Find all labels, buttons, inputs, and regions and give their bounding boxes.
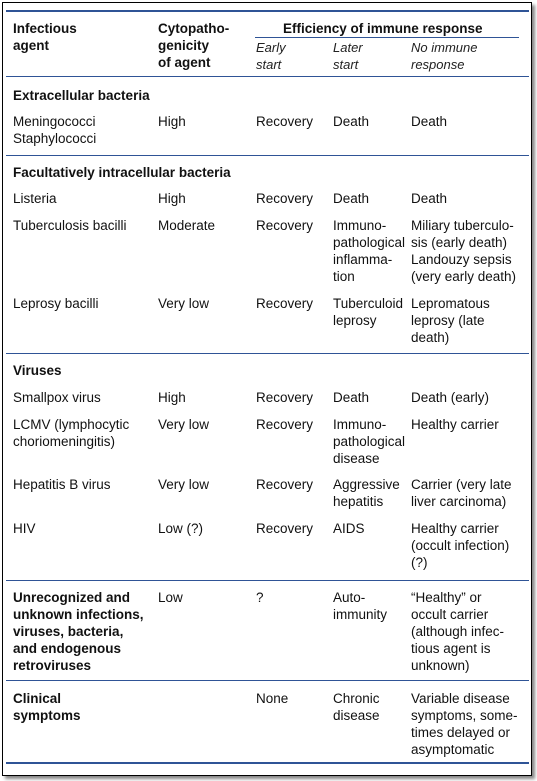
header-efficiency-underline (255, 37, 519, 38)
cell-early-start: Recovery (256, 191, 314, 206)
cell-no-response: Death (411, 114, 448, 129)
cell-agent: Listeria (13, 191, 57, 206)
cell-no-response: Healthy carrier (411, 417, 499, 432)
header-later-start: Later start (333, 40, 363, 72)
cell-no-response: Carrier (very late liver carcinoma) (411, 477, 512, 509)
cell-early-start: ? (256, 590, 264, 605)
section-rule (6, 353, 529, 354)
cell-cytopathogenicity: Low (158, 590, 183, 605)
section-title: Extracellular bacteria (13, 88, 150, 103)
cell-later-start: Immuno- pathological inflamma- tion (333, 218, 406, 284)
cell-early-start: Recovery (256, 218, 314, 233)
cell-agent: Leprosy bacilli (13, 296, 99, 311)
cell-agent: Smallpox virus (13, 390, 101, 405)
cell-early-start: Recovery (256, 477, 314, 492)
cell-later-start: Death (333, 114, 370, 129)
section-title: Viruses (13, 363, 62, 378)
header-rule (6, 76, 529, 77)
header-cytopathogenicity: Cytopatho- genicity of agent (158, 21, 230, 70)
cell-early-start: Recovery (256, 521, 314, 536)
cell-agent: Hepatitis B virus (13, 477, 111, 492)
cell-cytopathogenicity: Very low (158, 296, 210, 311)
cell-later-start: Immuno- pathological disease (333, 417, 406, 466)
cell-later-start: Auto- immunity (333, 590, 388, 622)
cell-later-start: AIDS (333, 521, 365, 536)
cell-no-response: Death (early) (411, 390, 490, 405)
cell-later-start: Aggressive hepatitis (333, 477, 400, 509)
cell-later-start: Chronic disease (333, 691, 380, 723)
cell-later-start: Death (333, 191, 370, 206)
cell-cytopathogenicity: Very low (158, 417, 210, 432)
cell-early-start: Recovery (256, 390, 314, 405)
cell-agent: Clinical symptoms (13, 691, 81, 723)
cell-no-response: Healthy carrier (occult infection) (?) (411, 521, 510, 570)
cell-agent: HIV (13, 521, 36, 536)
cell-later-start: Tuberculoid leprosy (333, 296, 404, 328)
header-no-response: No immune response (411, 40, 478, 72)
cell-early-start: Recovery (256, 296, 314, 311)
section-rule (6, 155, 529, 156)
cell-no-response: Variable disease symptoms, some- times delayed or asymptomatic (411, 691, 518, 757)
cell-later-start: Death (333, 390, 370, 405)
header-agent: Infectious agent (13, 21, 77, 53)
cell-agent: Tuberculosis bacilli (13, 218, 127, 233)
cell-cytopathogenicity: Moderate (158, 218, 216, 233)
cell-cytopathogenicity: High (158, 390, 186, 405)
cell-agent: LCMV (lymphocytic choriomeningitis) (13, 417, 130, 449)
cell-no-response: Death (411, 191, 448, 206)
bottom-rule (6, 762, 529, 764)
cell-cytopathogenicity: High (158, 114, 186, 129)
cell-cytopathogenicity: Low (?) (158, 521, 204, 536)
cell-cytopathogenicity: Very low (158, 477, 210, 492)
cell-early-start: None (256, 691, 289, 706)
section-title: Facultatively intracellular bacteria (13, 165, 231, 180)
cell-cytopathogenicity: High (158, 191, 186, 206)
cell-no-response: Miliary tuberculo- sis (early death) Landouzy sepsis (very early death) (411, 218, 517, 284)
cell-agent: Unrecognized and unknown infections, viruses, bacteria, and endogenous retroviruses (13, 590, 144, 673)
cell-no-response: Lepromatous leprosy (late death) (411, 296, 490, 345)
section-rule (6, 680, 529, 681)
cell-early-start: Recovery (256, 417, 314, 432)
cell-agent: Meningococci Staphylococci (13, 114, 97, 146)
cell-no-response: “Healthy” or occult carrier (although infec- tious agent is unknown) (411, 590, 505, 673)
header-efficiency: Efficiency of immune response (283, 21, 483, 36)
cell-early-start: Recovery (256, 114, 314, 129)
section-rule (6, 580, 529, 581)
header-early-start: Early start (256, 40, 286, 72)
top-rule (6, 10, 529, 12)
